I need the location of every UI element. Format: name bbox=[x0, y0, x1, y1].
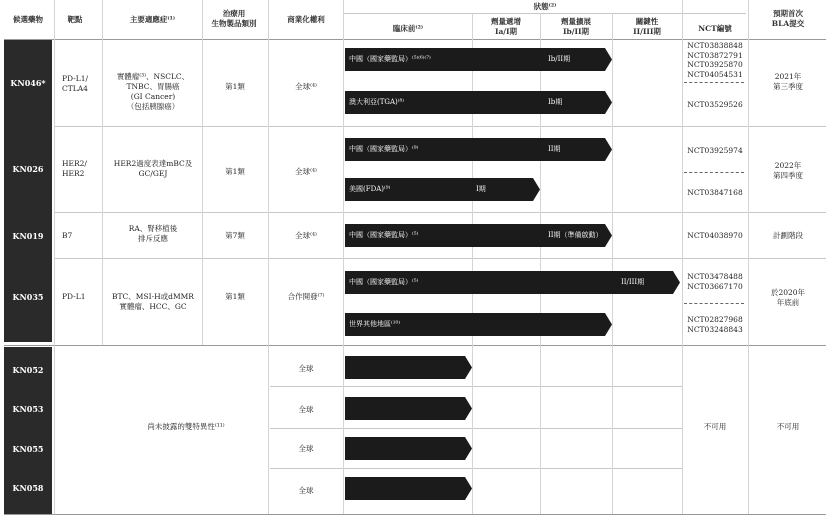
header-phase1b: 劑量擴展 Ib/II期 bbox=[561, 17, 591, 36]
bispecific-description: 尚未披露的雙特異性⁽¹¹⁾ bbox=[147, 422, 225, 431]
status-bar bbox=[345, 178, 540, 201]
status-bar-region: 中國（國家藥監局）⁽⁵⁾ bbox=[349, 231, 419, 239]
status-bar-region: 中國（國家藥監局）⁽⁵⁾⁽⁶⁾⁽⁷⁾ bbox=[349, 55, 431, 63]
nct-number: NCT03529526 bbox=[687, 100, 743, 109]
status-bar-phase: II期 bbox=[548, 145, 561, 153]
status-bar-region: 中國（國家藥監局）⁽⁹⁾ bbox=[349, 145, 419, 153]
col-divider bbox=[540, 13, 541, 514]
row-divider bbox=[270, 386, 682, 387]
status-bar bbox=[345, 224, 612, 247]
nct-number: 不可用 bbox=[703, 422, 727, 431]
rights: 全球⁽⁴⁾ bbox=[295, 231, 317, 240]
nct-number: NCT03838848 NCT03872791 NCT03925870 NCT04054531 bbox=[687, 41, 743, 79]
candidate-name: KN052 bbox=[12, 365, 44, 375]
col-divider bbox=[268, 0, 269, 514]
status-bar-shape bbox=[345, 356, 472, 379]
row-divider bbox=[54, 212, 826, 213]
header-bottom-line bbox=[4, 39, 826, 40]
rights: 全球 bbox=[298, 364, 314, 373]
candidate-name: KN035 bbox=[12, 292, 44, 302]
col-divider bbox=[343, 0, 344, 514]
table-bottom-line bbox=[4, 514, 826, 515]
candidate-name: KN026 bbox=[12, 164, 44, 174]
status-bar-phase: Ib/II期 bbox=[548, 55, 571, 63]
target: HER2/ HER2 bbox=[62, 159, 87, 178]
nct-separator bbox=[684, 82, 744, 83]
status-bar bbox=[345, 271, 680, 294]
rights: 全球⁽⁴⁾ bbox=[295, 167, 317, 176]
category: 第1類 bbox=[225, 82, 245, 91]
target: PD-L1/ CTLA4 bbox=[62, 74, 89, 93]
bla-date: 於2020年 年底前 bbox=[770, 288, 806, 307]
status-bar-region: 美國(FDA)⁽⁹⁾ bbox=[349, 185, 391, 193]
status-bar-shape bbox=[345, 437, 472, 460]
bla-date: 2022年 第四季度 bbox=[773, 161, 803, 180]
candidate-name: KN058 bbox=[12, 483, 44, 493]
nct-number: NCT02827968 NCT03248843 bbox=[687, 315, 743, 334]
status-bar-region: 中國（國家藥監局）⁽⁵⁾ bbox=[349, 278, 419, 286]
rights: 全球 bbox=[298, 444, 314, 453]
candidate-name: KN046* bbox=[10, 78, 46, 88]
row-divider bbox=[4, 345, 826, 346]
col-divider bbox=[102, 0, 103, 345]
candidate-name: KN019 bbox=[12, 231, 44, 241]
header-category: 治療用 生物製品類別 bbox=[211, 9, 257, 28]
candidate-name: KN053 bbox=[12, 404, 44, 414]
header-bla: 預期首次 BLA提交 bbox=[771, 9, 805, 28]
rights: 全球⁽⁴⁾ bbox=[295, 82, 317, 91]
header-target: 靶點 bbox=[67, 15, 83, 24]
header-phase1: 劑量遞增 Ia/I期 bbox=[491, 17, 521, 36]
row-divider bbox=[54, 126, 826, 127]
bla-date: 計劃階段 bbox=[773, 231, 803, 240]
nct-separator bbox=[684, 172, 744, 173]
status-bar-region: 世界其他地區⁽¹⁰⁾ bbox=[349, 320, 401, 328]
status-bar-shape bbox=[345, 397, 472, 420]
nct-number: NCT03478488 NCT03667170 bbox=[687, 272, 743, 291]
rights: 全球 bbox=[298, 486, 314, 495]
status-bar bbox=[345, 397, 472, 420]
row-divider bbox=[54, 258, 826, 259]
header-nct: NCT編號 bbox=[698, 24, 732, 33]
bla-date: 2021年 第三季度 bbox=[773, 72, 803, 91]
header-rights: 商業化權利 bbox=[287, 15, 325, 24]
status-bar-phase: II/III期 bbox=[621, 278, 645, 286]
row-divider bbox=[270, 428, 682, 429]
col-divider bbox=[472, 13, 473, 514]
bla-date: 不可用 bbox=[776, 422, 800, 431]
status-bar-phase: I期 bbox=[476, 185, 486, 193]
col-divider bbox=[54, 0, 55, 514]
category: 第1類 bbox=[225, 292, 245, 301]
status-bar-shape bbox=[345, 477, 472, 500]
indication: BTC、MSI-H或dMMR 實體瘤、HCC、GC bbox=[112, 292, 194, 311]
header-divider-status bbox=[344, 13, 746, 14]
rights: 全球 bbox=[298, 405, 314, 414]
candidate-name: KN055 bbox=[12, 444, 44, 454]
header-pivotal: 關鍵性 II/III期 bbox=[633, 17, 661, 36]
status-bar bbox=[345, 477, 472, 500]
status-bar-region: 澳大利亞(TGA)⁽⁸⁾ bbox=[349, 98, 405, 106]
rights: 合作開發⁽⁷⁾ bbox=[287, 292, 325, 301]
status-bar-phase: Ib期 bbox=[548, 98, 563, 106]
status-bar-phase: II期（準備啟動） bbox=[548, 231, 603, 239]
nct-number: NCT04038970 bbox=[687, 231, 743, 240]
col-divider bbox=[682, 0, 683, 514]
nct-number: NCT03925974 bbox=[687, 146, 743, 155]
indication: RA、腎移植後 排斥反應 bbox=[128, 224, 178, 243]
status-bar bbox=[345, 437, 472, 460]
nct-separator bbox=[684, 303, 744, 304]
col-divider bbox=[612, 13, 613, 514]
indication: HER2過度表達mBC及 GC/GEJ bbox=[113, 159, 193, 178]
status-bar bbox=[345, 313, 612, 336]
category: 第1類 bbox=[225, 167, 245, 176]
header-preclinical: 臨床前⁽²⁾ bbox=[392, 24, 424, 33]
status-bar bbox=[345, 48, 612, 71]
indication: 實體瘤⁽³⁾、NSCLC、 TNBC、胃腸癌 (GI Cancer) （包括胰腺癌） bbox=[116, 72, 190, 111]
header-status: 狀態⁽²⁾ bbox=[533, 2, 557, 11]
col-divider bbox=[202, 0, 203, 345]
col-divider bbox=[748, 0, 749, 514]
header-indication: 主要適應症⁽¹⁾ bbox=[129, 15, 176, 24]
target: PD-L1 bbox=[62, 292, 86, 301]
target: B7 bbox=[62, 231, 73, 240]
header-candidate: 候選藥物 bbox=[13, 15, 43, 24]
nct-number: NCT03847168 bbox=[687, 188, 743, 197]
row-divider bbox=[270, 468, 682, 469]
category: 第7類 bbox=[225, 231, 245, 240]
status-bar bbox=[345, 91, 612, 114]
status-bar bbox=[345, 356, 472, 379]
status-bar bbox=[345, 138, 612, 161]
